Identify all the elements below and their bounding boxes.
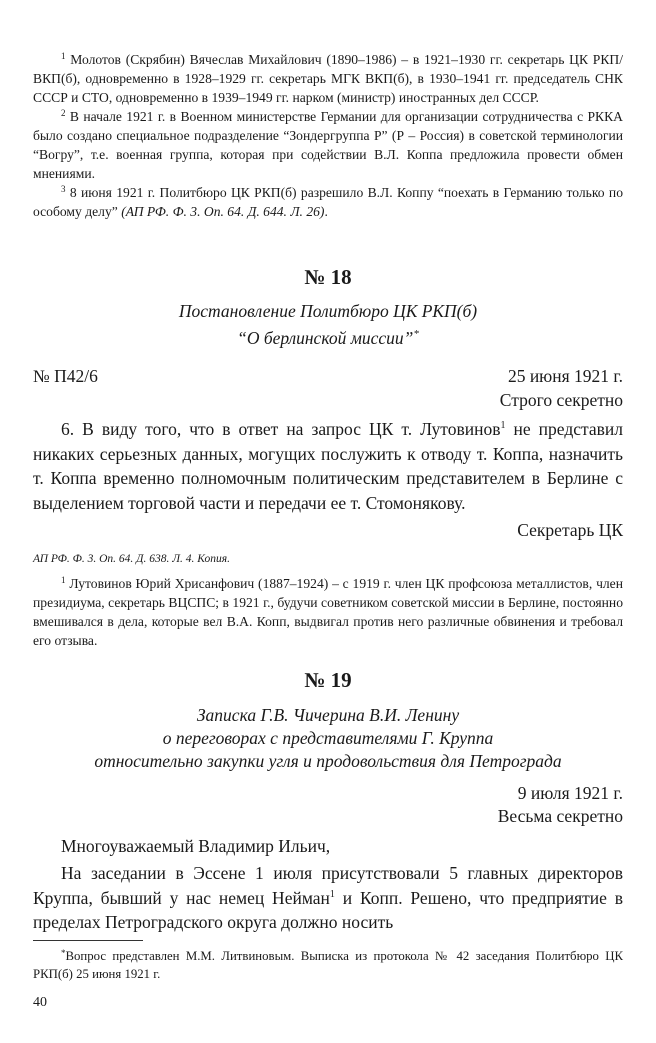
footnote-marker: 2 bbox=[61, 108, 66, 118]
footnote-sondergruppe bbox=[33, 107, 623, 183]
doc19-salutation: Многоуважаемый Владимир Ильич, bbox=[61, 836, 331, 856]
footnote-politburo-permission bbox=[33, 183, 623, 221]
footnote-archive-ref: (АП РФ. Ф. 3. Оп. 64. Д. 644. Л. 26) bbox=[121, 204, 325, 219]
footnote-text: Лутовинов Юрий Хрисанфович (1887–1924) – с 1919 г. член ЦК профсоюза металлистов, член президиума, секретарь ВЦСПС; в 1921 г., будучи советником советской миссии в Берлине, постоянно вмешивался в дела, которые вел В.А. Копп, выдвигал против него различные обвинения и требовал его отзыва. bbox=[33, 576, 623, 648]
doc19-title bbox=[33, 704, 623, 773]
doc19-date: 9 июля 1921 г. bbox=[517, 783, 623, 803]
footnote-divider bbox=[33, 940, 143, 941]
doc18-title-mark: * bbox=[413, 328, 419, 340]
doc18-classification: Строго секретно bbox=[499, 390, 623, 410]
footnote-text: В начале 1921 г. в Военном министерстве Германии для организации сотрудничества с РККА было создано специальное подразделение “Зондергруппа Р” (Р – Россия) в советской терминологии “Вогру”, т.е. военная группа, которая при содействии В.Л. Коппа предложила провести обмен мнениями. bbox=[33, 109, 623, 181]
doc18-body-text: 6. В виду того, что в ответ на запрос ЦК т. Лутовинов bbox=[61, 419, 501, 439]
bottom-footnote bbox=[33, 947, 623, 983]
footnote-marker: * bbox=[61, 948, 66, 958]
footnote-end: . bbox=[324, 204, 328, 219]
footnote-marker: 1 bbox=[61, 575, 66, 585]
top-footnotes bbox=[33, 50, 623, 221]
footnote-ref: 1 bbox=[500, 420, 506, 431]
footnote-text: 8 июня 1921 г. Политбюро ЦК РКП(б) разрешило В.Л. Коппу “поехать в Германию только по особому делу” bbox=[33, 185, 623, 219]
doc19-body bbox=[33, 861, 623, 935]
doc18-footnote bbox=[33, 574, 623, 650]
doc18-date: 25 июня 1921 г. bbox=[507, 366, 623, 386]
doc19-number: № 19 bbox=[304, 668, 352, 692]
doc18-title bbox=[33, 300, 623, 350]
footnote-marker: 3 bbox=[61, 184, 66, 194]
page-number: 40 bbox=[33, 995, 47, 1010]
doc18-title-line1: Постановление Политбюро ЦК РКП(б) bbox=[178, 301, 478, 321]
doc18-signature: Секретарь ЦК bbox=[517, 520, 623, 540]
footnote-text: Вопрос представлен М.М. Литвиновым. Выписка из протокола № 42 заседания Политбюро ЦК РКП(б) 25 июня 1921 г. bbox=[33, 949, 623, 981]
doc18-archive-ref: АП РФ. Ф. 3. Оп. 64. Д. 638. Л. 4. Копия. bbox=[33, 553, 230, 565]
doc19-title-line3: относительно закупки угля и продовольствия для Петрограда bbox=[94, 751, 562, 771]
doc19-body-text: На заседании в Эссене 1 июля присутствовали 5 главных директоров Круппа, бывший у нас немец Нейман bbox=[33, 863, 623, 908]
doc19-classification: Весьма секретно bbox=[497, 806, 623, 826]
doc18-number: № 18 bbox=[304, 265, 352, 289]
doc19-title-line1: Записка Г.В. Чичерина В.И. Ленину bbox=[196, 705, 460, 725]
doc18-title-line2 bbox=[33, 323, 623, 350]
doc19-title-line2: о переговорах с представителями Г. Круппа bbox=[162, 728, 494, 748]
doc19-body-text-cont: и Копп. Решено, что предприятие в пределах Петроградского округа должно носить bbox=[33, 887, 623, 932]
doc18-protocol: № П42/6 bbox=[33, 366, 98, 386]
footnote-molotov bbox=[33, 50, 623, 107]
doc18-title-text: “О берлинской миссии” bbox=[237, 327, 414, 348]
doc18-body bbox=[33, 417, 623, 515]
footnote-text: Молотов (Скрябин) Вячеслав Михайлович (1890–1986) – в 1921–1930 гг. секретарь ЦК РКП/ВКП(б), одновременно в 1928–1929 гг. секретарь МГК ВКП(б), в 1930–1941 гг. председатель СНК СССР и СТО, одновременно в 1939–1949 гг. нарком (министр) иностранных дел СССР. bbox=[33, 52, 623, 105]
doc18-body-text-cont: не представил никаких серьезных данных, могущих послужить к отводу т. Коппа, назначить т. Коппа временно полномочным политическим представителем в Берлине с выделением торговой части и передачи ее т. Стомонякову. bbox=[33, 419, 623, 513]
footnote-marker: 1 bbox=[61, 51, 66, 61]
footnote-ref: 1 bbox=[329, 888, 335, 900]
